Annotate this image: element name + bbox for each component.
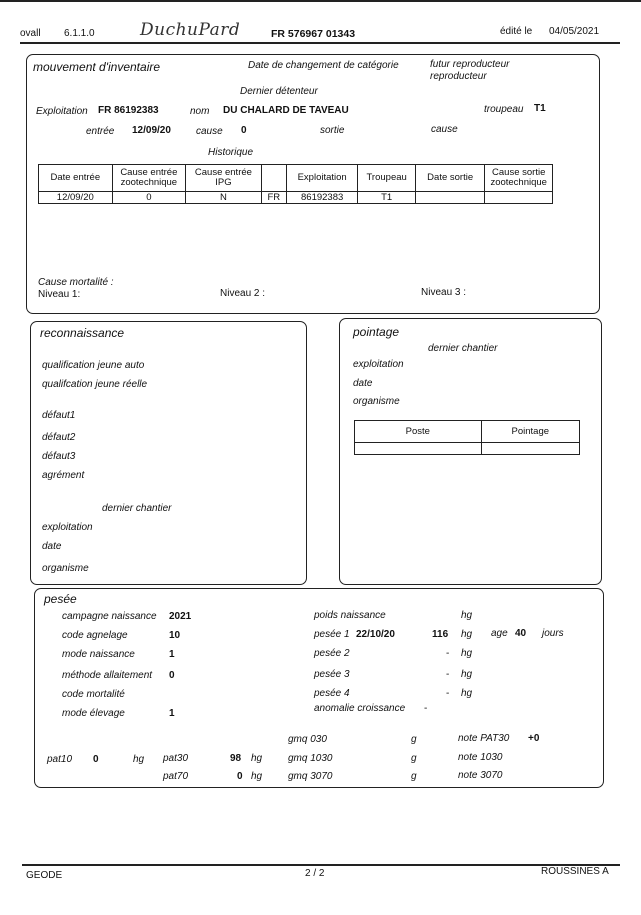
cell-cause-ipg: N [186, 192, 262, 204]
cause-value: 0 [241, 125, 247, 136]
defaut3-label: défaut3 [42, 451, 76, 462]
pat30-value: 98 [230, 753, 242, 764]
pesee-title: pesée [44, 592, 77, 606]
edit-label: édité le [500, 26, 533, 37]
pesee3-dash: - [446, 669, 450, 680]
pat10-value: 0 [93, 754, 99, 765]
exploitation-label: exploitation [42, 522, 93, 533]
pesee2-label: pesée 2 [314, 648, 350, 659]
col-country [261, 165, 286, 192]
footer-right: ROUSSINES A [541, 866, 609, 877]
nom-value: DU CHALARD DE TAVEAU [223, 105, 349, 116]
cell-poste [355, 443, 482, 455]
cell-date-sortie [415, 192, 485, 204]
pat10-label: pat10 [47, 754, 73, 765]
col-troupeau: Troupeau [358, 165, 415, 192]
col-date-entree: Date entrée [39, 165, 113, 192]
version: 6.1.1.0 [64, 28, 95, 39]
cell-country: FR [261, 192, 286, 204]
footer-rule [22, 864, 620, 866]
code-agnelage-value: 10 [169, 630, 181, 641]
pesee3-label: pesée 3 [314, 669, 350, 680]
date-changement-label: Date de changement de catégorie [248, 60, 399, 71]
pesee1-unit: hg [461, 629, 473, 640]
pat30-label: pat30 [163, 753, 189, 764]
defaut2-label: défaut2 [42, 432, 76, 443]
anomalie-label: anomalie croissance [314, 703, 406, 714]
gmq030-unit: g [411, 734, 417, 745]
mode-elevage-value: 1 [169, 708, 175, 719]
mouvement-title: mouvement d'inventaire [33, 60, 161, 74]
pesee4-unit: hg [461, 688, 473, 699]
col-poste: Poste [355, 421, 482, 443]
anomalie-dash: - [424, 703, 428, 714]
top-rule [0, 0, 641, 2]
niveau3-label: Niveau 3 : [421, 287, 467, 298]
qual-auto-label: qualification jeune auto [42, 360, 145, 371]
historique-label: Historique [208, 147, 254, 158]
mode-naissance-label: mode naissance [62, 649, 135, 660]
page-number: 2 / 2 [305, 868, 325, 879]
table-row [39, 192, 553, 204]
poids-naissance-unit: hg [461, 610, 473, 621]
code-agnelage-label: code agnelage [62, 630, 128, 641]
gmq3070-label: gmq 3070 [288, 771, 333, 782]
col-cause-entree-ipg: Cause entrée IPG [186, 165, 262, 192]
program-name: ovall [20, 28, 41, 39]
animal-id: FR 576967 01343 [271, 28, 356, 40]
reproducteur-label: reproducteur [430, 71, 487, 82]
cause-label: cause [196, 126, 223, 137]
methode-allaitement-label: méthode allaitement [62, 670, 153, 681]
pesee1-date: 22/10/20 [356, 629, 395, 640]
futur-reproducteur-label: futur reproducteur [430, 59, 510, 70]
table-row [355, 443, 580, 455]
pat70-label: pat70 [163, 771, 189, 782]
date-label: date [42, 541, 62, 552]
organisme-label: organisme [42, 563, 89, 574]
pesee4-dash: - [446, 688, 450, 699]
pat70-value: 0 [237, 771, 243, 782]
col-cause-sortie-zootechnique: Cause sortie zootechnique [485, 165, 553, 192]
organisme-label: organisme [353, 396, 400, 407]
poids-naissance-label: poids naissance [314, 610, 386, 621]
edit-date: 04/05/2021 [549, 26, 600, 37]
exploitation-label: exploitation [353, 359, 404, 370]
footer-left: GEODE [26, 870, 63, 881]
cause-sortie-label: cause [431, 124, 458, 135]
mode-elevage-label: mode élevage [62, 708, 125, 719]
gmq3070-unit: g [411, 771, 417, 782]
nom-label: nom [190, 106, 210, 117]
entree-value: 12/09/20 [132, 125, 171, 136]
historique-table [38, 164, 553, 204]
pesee2-dash: - [446, 648, 450, 659]
table-header-row [355, 421, 580, 443]
cell-cause-sortie [485, 192, 553, 204]
cause-mortalite-label: Cause mortalité : [38, 277, 114, 288]
dernier-detenteur-label: Dernier détenteur [240, 86, 318, 97]
pat70-unit: hg [251, 771, 263, 782]
age-value: 40 [515, 628, 527, 639]
entree-label: entrée [86, 126, 115, 137]
agrement-label: agrément [42, 470, 85, 481]
pesee3-unit: hg [461, 669, 473, 680]
troupeau-value: T1 [534, 103, 546, 114]
table-header-row [39, 165, 553, 192]
campagne-label: campagne naissance [62, 611, 157, 622]
col-cause-entree-zootechnique: Cause entrée zootechnique [112, 165, 186, 192]
dernier-chantier-label: dernier chantier [102, 503, 172, 514]
cell-troupeau: T1 [358, 192, 415, 204]
dernier-chantier-label: dernier chantier [428, 343, 498, 354]
sortie-label: sortie [320, 125, 345, 136]
pat30-unit: hg [251, 753, 263, 764]
notepat30-value: +0 [528, 733, 540, 744]
defaut1-label: défaut1 [42, 410, 76, 421]
pesee1-value: 116 [432, 629, 449, 640]
pesee1-label: pesée 1 [314, 629, 350, 640]
cell-cause-zootechnique: 0 [112, 192, 186, 204]
cell-exploitation: 86192383 [286, 192, 358, 204]
reconnaissance-title: reconnaissance [40, 326, 125, 340]
exploitation-label: Exploitation [36, 106, 88, 117]
mode-naissance-value: 1 [169, 649, 175, 660]
methode-allaitement-value: 0 [169, 670, 175, 681]
col-pointage: Pointage [481, 421, 579, 443]
code-mortalite-label: code mortalité [62, 689, 125, 700]
handwritten-signature: DuchuPard [140, 20, 241, 40]
qual-reelle-label: qualifcation jeune réelle [42, 379, 148, 390]
troupeau-label: troupeau [484, 104, 524, 115]
niveau1-label: Niveau 1: [38, 289, 81, 300]
notepat30-label: note PAT30 [458, 733, 510, 744]
cell-date-entree: 12/09/20 [39, 192, 113, 204]
pesee2-unit: hg [461, 648, 473, 659]
pat10-unit: hg [133, 754, 145, 765]
pointage-title: pointage [353, 325, 400, 339]
note3070-label: note 3070 [458, 770, 503, 781]
note1030-label: note 1030 [458, 752, 503, 763]
col-date-sortie: Date sortie [415, 165, 485, 192]
niveau2-label: Niveau 2 : [220, 288, 266, 299]
date-label: date [353, 378, 373, 389]
header-rule [20, 42, 620, 44]
jours-label: jours [542, 628, 564, 639]
gmq1030-label: gmq 1030 [288, 753, 333, 764]
pointage-table [354, 420, 580, 455]
gmq1030-unit: g [411, 753, 417, 764]
age-label: age [491, 628, 508, 639]
pesee4-label: pesée 4 [314, 688, 350, 699]
cell-pointage [481, 443, 579, 455]
col-exploitation: Exploitation [286, 165, 358, 192]
campagne-value: 2021 [169, 611, 192, 622]
gmq030-label: gmq 030 [288, 734, 327, 745]
exploitation-value: FR 86192383 [98, 105, 159, 116]
